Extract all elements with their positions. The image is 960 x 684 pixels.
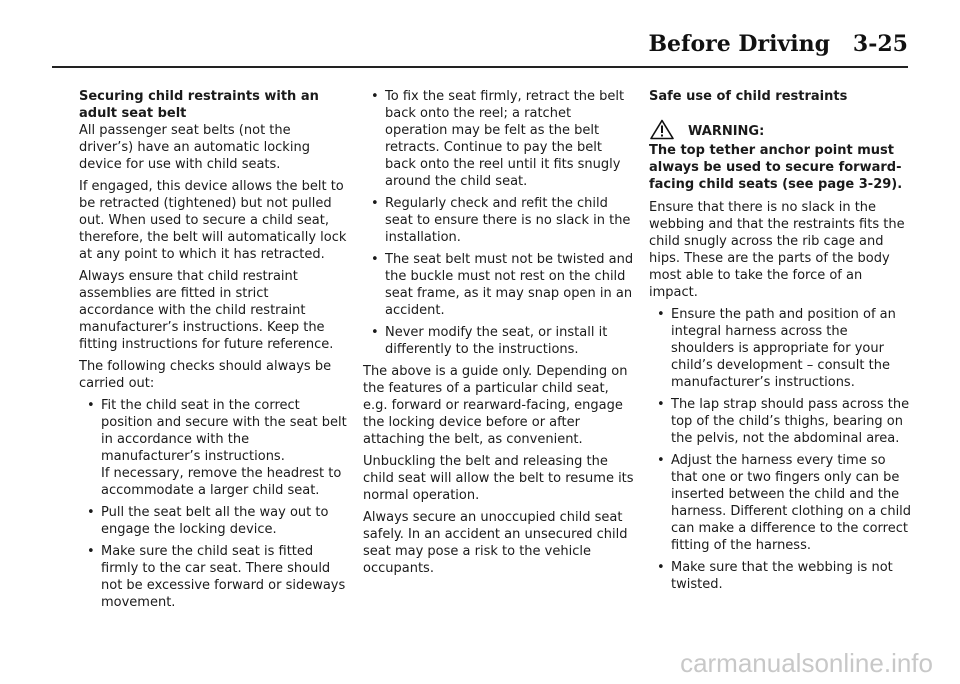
paragraph: All passenger seat belts (not the driver’s) have an automatic locking device for use with child seats.: [79, 123, 310, 172]
safety-list: [649, 306, 913, 593]
list-item-text: If necessary, remove the headrest to accommodate a larger child seat.: [101, 466, 342, 498]
paragraph: If engaged, this device allows the belt to be retracted (tightened) but not pulled out. When used to secure a child seat, therefore, the belt will automatically lock at any point to which it has retracted.: [79, 179, 347, 262]
column-1: [79, 88, 347, 616]
check-list: [79, 397, 347, 611]
list-item-text: Fit the child seat in the correct position and secure with the seat belt in accordance with the manufacturer’s instructions.: [101, 398, 347, 464]
paragraph: Ensure that there is no slack in the webbing and that the restraints fits the child snugly across the rib cage and hips. These are the parts of the body most able to take the force of an impact.: [649, 200, 905, 300]
list-item: [79, 397, 347, 499]
column-2: [363, 88, 635, 582]
column-3: [649, 88, 913, 598]
list-item: • The seat belt must not be twisted and the buckle must not rest on the child seat frame, as it may snap open in an accident.: [363, 251, 635, 319]
watermark: carmanualsonline.info: [680, 648, 933, 678]
warning-block: [649, 119, 913, 140]
list-item: • Pull the seat belt all the way out to engage the locking device.: [79, 504, 347, 538]
list-item: • Make sure the child seat is fitted firmly to the car seat. There should not be excessive forward or sideways movement.: [79, 543, 347, 611]
header-divider: [52, 66, 908, 68]
list-item: • Ensure the path and position of an integral harness across the shoulders is appropriate for your child’s development – consult the manufacturer’s instructions.: [649, 306, 913, 391]
warning-label: WARNING:: [688, 124, 765, 139]
paragraph: Always secure an unoccupied child seat safely. In an accident an unsecured child seat may pose a risk to the vehicle occupants.: [363, 510, 628, 576]
list-item: • Make sure that the webbing is not twisted.: [649, 559, 913, 593]
list-item: • Regularly check and refit the child seat to ensure there is no slack in the installation.: [363, 195, 635, 246]
list-item: • To fix the seat firmly, retract the belt back onto the reel; a ratchet operation may be felt as the belt retracts. Continue to pay the belt back onto the reel until it fits snugly around the child seat.: [363, 88, 635, 190]
warning-text: The top tether anchor point must always be used to secure forward-facing child seats (see page 3-29).: [649, 143, 903, 192]
warning-triangle-icon: [650, 119, 674, 140]
list-item: • The lap strap should pass across the top of the child’s thighs, bearing on the pelvis, not the abdominal area.: [649, 396, 913, 447]
paragraph: The above is a guide only. Depending on the features of a particular child seat, e.g. forward or rearward-facing, engage the locking device before or after attaching the belt, as convenient.: [363, 364, 628, 447]
paragraph: Always ensure that child restraint assemblies are fitted in strict accordance with the child restraint manufacturer’s instructions. Keep the fitting instructions for future reference.: [79, 269, 334, 352]
paragraph: Unbuckling the belt and releasing the child seat will allow the belt to resume its normal operation.: [363, 454, 634, 503]
check-list-continued: [363, 88, 635, 358]
section-heading-safe-use: Safe use of child restraints: [649, 89, 848, 104]
page-header-title: Before Driving 3-25: [648, 31, 908, 57]
list-item: • Adjust the harness every time so that one or two fingers only can be inserted between the child and the harness. Different clothing on a child can make a difference to the correct fitting of the harness.: [649, 452, 913, 554]
section-heading-adult-belt: Securing child restraints with an adult seat belt: [79, 89, 319, 121]
list-item: • Never modify the seat, or install it differently to the instructions.: [363, 324, 635, 358]
paragraph: The following checks should always be carried out:: [79, 359, 332, 391]
